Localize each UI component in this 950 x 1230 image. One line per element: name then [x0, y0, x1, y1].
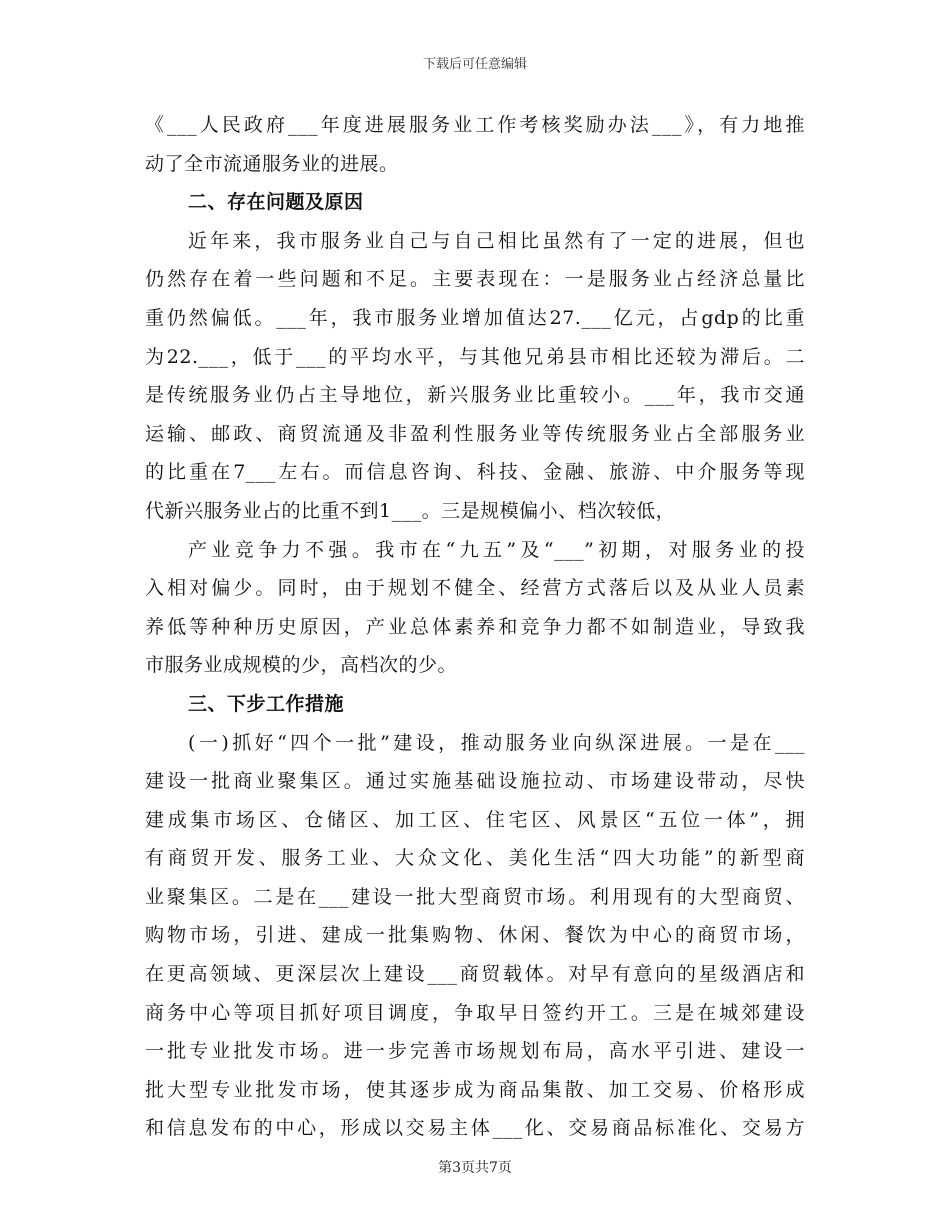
section-heading: 三、下步工作措施 — [188, 692, 345, 715]
paragraph-line: 批大型专业批发市场，使其逐步成为商品集散、加工交易、价格形成 — [145, 1078, 805, 1101]
paragraph-line: 和信息发布的中心，形成以交易主体___化、交易商品标准化、交易方 — [145, 1117, 805, 1140]
paragraph-line: 建成集市场区、仓储区、加工区、住宅区、风景区“五位一体”，拥 — [145, 808, 805, 831]
paragraph-line: 市服务业成规模的少，高档次的少。 — [145, 654, 458, 677]
paragraph-line: 动了全市流通服务业的进展。 — [145, 152, 399, 175]
page-number: 第3页共7页 — [438, 1160, 512, 1176]
paragraph-line: 仍然存在着一些问题和不足。主要表现在：一是服务业占经济总量比 — [145, 268, 805, 291]
paragraph-line: 业聚集区。二是在___建设一批大型商贸市场。利用现有的大型商贸、 — [145, 885, 805, 908]
paragraph-line: 一批专业批发市场。进一步完善市场规划布局，高水平引进、建设一 — [145, 1040, 805, 1063]
paragraph-line: 养低等种种历史原因，产业总体素养和竞争力都不如制造业，导致我 — [145, 615, 805, 638]
paragraph-line: (一)抓好“四个一批”建设，推动服务业向纵深进展。一是在___ — [188, 731, 805, 754]
paragraph-line: 在更高领域、更深层次上建设___商贸载体。对早有意向的星级酒店和 — [145, 963, 805, 986]
section-heading: 二、存在问题及原因 — [188, 191, 364, 214]
paragraph-line: 入相对偏少。同时，由于规划不健全、经营方式落后以及从业人员素 — [145, 577, 805, 600]
paragraph-line: 为22.___，低于___的平均水平，与其他兄弟县市相比还较为滞后。二 — [145, 345, 805, 368]
paragraph-line: 的比重在7___左右。而信息咨询、科技、金融、旅游、中介服务等现 — [145, 461, 805, 484]
paragraph-line: 重仍然偏低。___年，我市服务业增加值达27.___亿元，占gdp的比重 — [145, 306, 805, 329]
paragraph-line: 建设一批商业聚集区。通过实施基础设施拉动、市场建设带动，尽快 — [145, 770, 805, 793]
paragraph-line: 《___人民政府___年度进展服务业工作考核奖励办法___》，有力地推 — [145, 114, 805, 136]
document-body — [145, 106, 805, 1148]
paragraph-line: 运输、邮政、商贸流通及非盈利性服务业等传统服务业占全部服务业 — [145, 422, 805, 445]
paragraph-line: 有商贸开发、服务工业、大众文化、美化生活“四大功能”的新型商 — [145, 847, 805, 870]
paragraph-line: 是传统服务业仍占主导地位，新兴服务业比重较小。___年，我市交通 — [145, 384, 805, 407]
paragraph-line: 代新兴服务业占的比重不到1___。三是规模偏小、档次较低， — [145, 499, 676, 522]
paragraph-line: 近年来，我市服务业自己与自己相比虽然有了一定的进展，但也 — [188, 229, 805, 252]
paragraph-line: 购物市场，引进、建成一批集购物、休闲、餐饮为中心的商贸市场， — [145, 924, 805, 947]
page-header: 下载后可任意编辑 — [422, 57, 527, 72]
paragraph-line: 产业竞争力不强。我市在“九五”及“___”初期，对服务业的投 — [188, 538, 805, 561]
paragraph-line: 商务中心等项目抓好项目调度，争取早日签约开工。三是在城郊建设 — [145, 1001, 805, 1024]
